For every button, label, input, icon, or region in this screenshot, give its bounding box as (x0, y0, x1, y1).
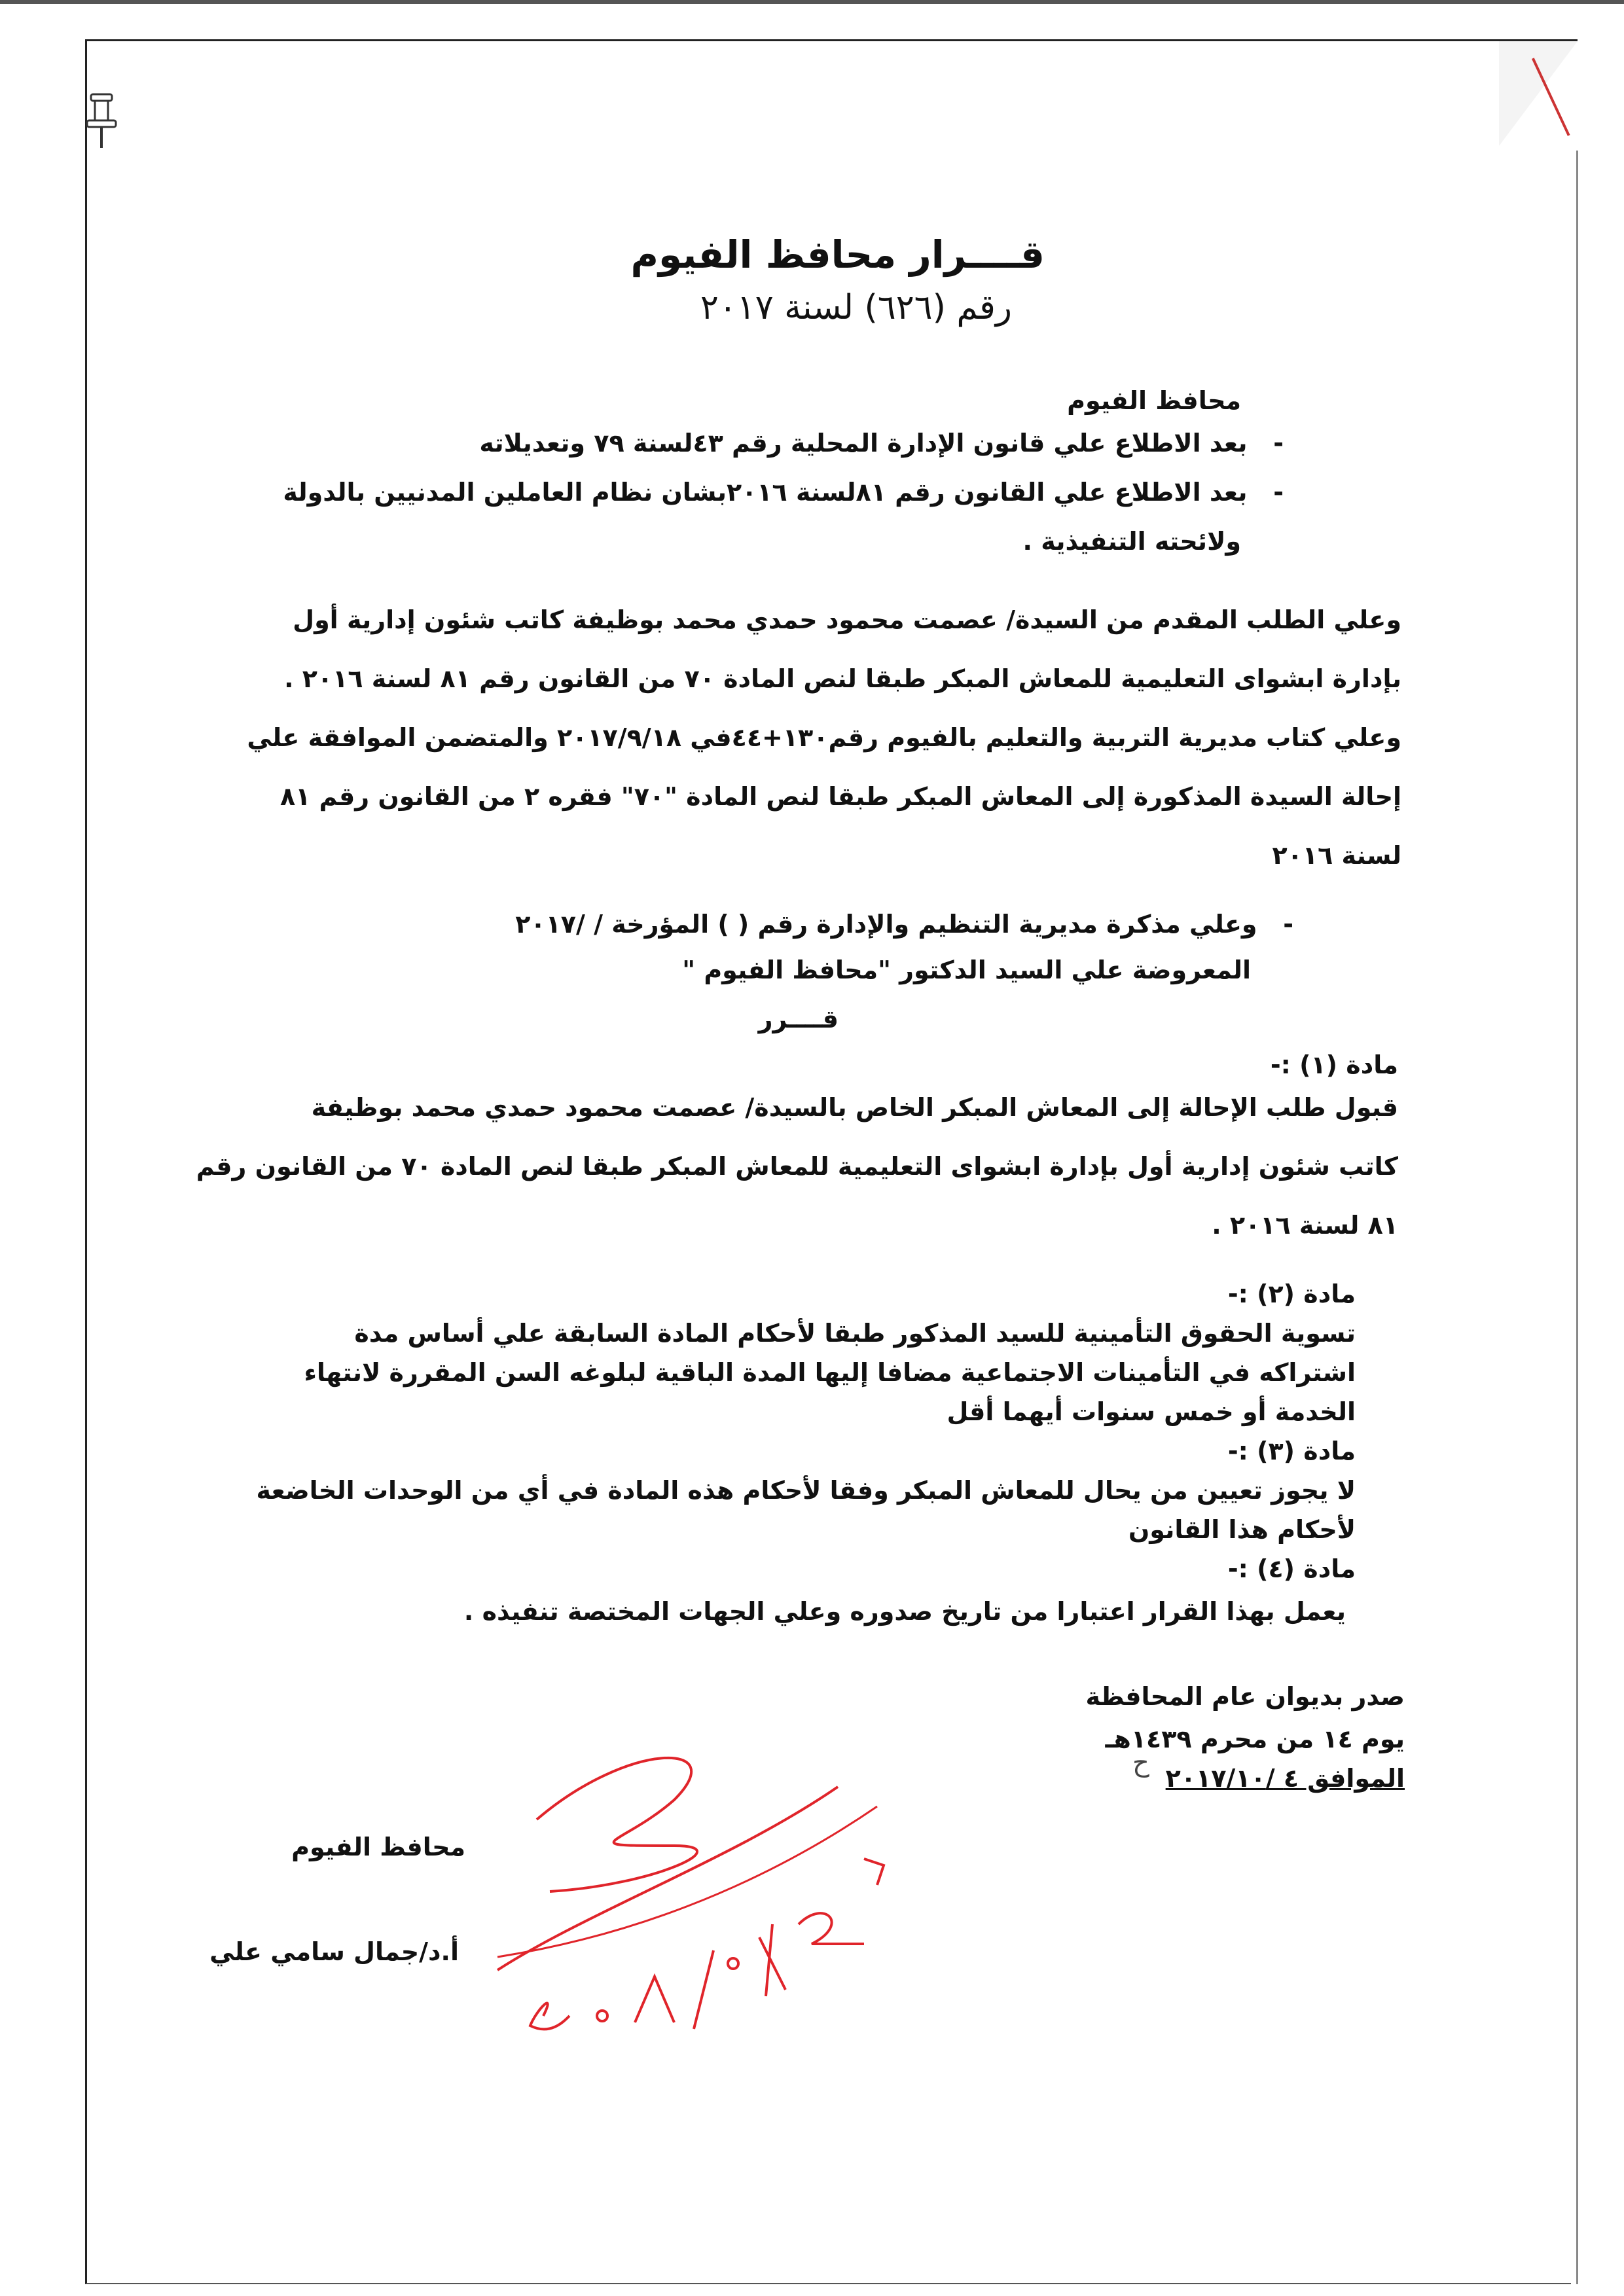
article-line: لا يجوز تعيين من يحال للمعاش المبكر وفقا لأحكام هذه المادة في أي من الوحدات الخاضعة (256, 1476, 1356, 1505)
signatory-name: أ.د/جمال سامي علي (209, 1937, 459, 1966)
article-line: تسوية الحقوق التأمينية للسيد المذكور طبقا لأحكام المادة السابقة علي أساس مدة (354, 1319, 1356, 1348)
consideration-line: إحالة السيدة المذكورة إلى المعاش المبكر طبقا لنص المادة "٧٠" فقره ٢ من القانون رقم ٨١ (280, 782, 1401, 811)
page-right-edge (1576, 151, 1578, 2284)
signatory-title: محافظ الفيوم (291, 1833, 465, 1861)
consideration-line: وعلي الطلب المقدم من السيدة/ عصمت محمود حمدي محمد بوظيفة كاتب شئون إدارية أول (293, 605, 1401, 634)
article-line: يعمل بهذا القرار اعتبارا من تاريخ صدوره وعلي الجهات المختصة تنفيذه . (463, 1597, 1346, 1626)
consideration-line: لسنة ٢٠١٦ (1272, 841, 1401, 870)
article-heading: مادة (١) :- (1270, 1050, 1398, 1079)
preamble-item-cont: ولائحته التنفيذية . (1022, 527, 1241, 556)
preamble-item: - بعد الاطلاع علي القانون رقم ٨١لسنة ٢٠١٦بشان نظام العاملين المدنيين بالدولة (283, 478, 1284, 507)
article-heading: مادة (٣) :- (1227, 1437, 1356, 1465)
article-line: الخدمة أو خمس سنوات أيهما أقل (947, 1397, 1356, 1426)
article-line: اشتراكه في التأمينات الاجتماعية مضافا إليها المدة الباقية لبلوغه السن المقررة لانتهاء (304, 1358, 1356, 1387)
scan-top-edge (0, 0, 1624, 4)
consideration-line: وعلي كتاب مديرية التربية والتعليم بالفيوم رقم١٣٠+٤٤في ٢٠١٧/٩/١٨ والمتضمن الموافقة علي (247, 723, 1401, 752)
decree-title: قــــرار محافظ الفيوم (630, 232, 1045, 277)
article-heading: مادة (٢) :- (1227, 1280, 1356, 1308)
decree-word: قــــرر (758, 1005, 839, 1033)
authority-heading: محافظ الفيوم (1067, 386, 1241, 415)
memo-line: المعروضة علي السيد الدكتور "محافظ الفيوم " (682, 956, 1251, 984)
issuance-line: صدر بديوان عام المحافظة (1085, 1682, 1405, 1711)
article-line: لأحكام هذا القانون (1128, 1515, 1356, 1544)
preamble-item: - بعد الاطلاع علي قانون الإدارة المحلية رقم ٤٣لسنة ٧٩ وتعديلاته (479, 429, 1284, 457)
decree-number: رقم (٦٢٦) لسنة ٢٠١٧ (700, 288, 1012, 327)
article-heading: مادة (٤) :- (1227, 1554, 1356, 1583)
small-pen-mark: ﺡ (1132, 1748, 1149, 1778)
consideration-line: بإدارة ابشواى التعليمية للمعاش المبكر طبقا لنص المادة ٧٠ من القانون رقم ٨١ لسنة ٢٠١٦ . (284, 664, 1401, 693)
article-line: قبول طلب الإحالة إلى المعاش المبكر الخاص بالسيدة/ عصمت محمود حمدي محمد بوظيفة (311, 1093, 1398, 1122)
pushpin-icon (82, 92, 121, 151)
article-line: ٨١ لسنة ٢٠١٦ . (1212, 1211, 1398, 1240)
issuance-date: الموافق ٤ /٢٠١٧/١٠ (1165, 1764, 1405, 1793)
article-line: كاتب شئون إدارية أول بإدارة ابشواى التعليمية للمعاش المبكر طبقا لنص المادة ٧٠ من القانون رقم (196, 1152, 1398, 1181)
memo-line: - وعلي مذكرة مديرية التنظيم والإدارة رقم ( ) المؤرخة / /٢٠١٧ (515, 910, 1293, 939)
page-fold-corner (1492, 39, 1578, 152)
issuance-line: يوم ١٤ من محرم ١٤٣٩هـ (1105, 1725, 1405, 1753)
handwritten-signature (458, 1728, 929, 2042)
